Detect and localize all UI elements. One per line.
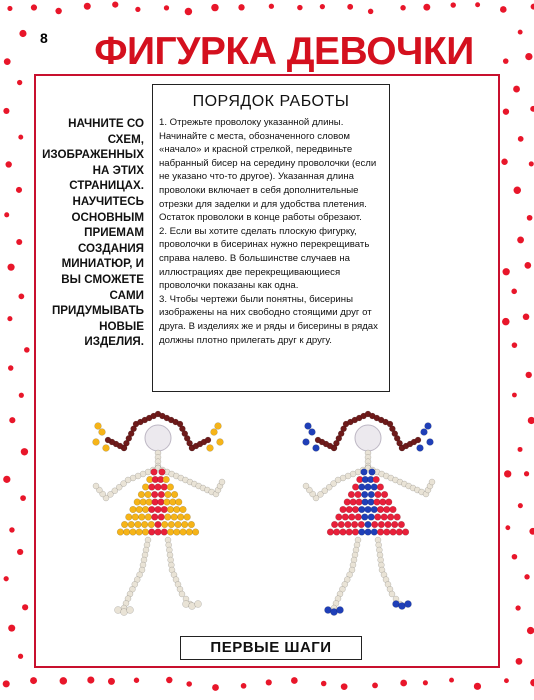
polka-dot [504, 470, 511, 477]
polka-dot [20, 495, 26, 501]
page-header [34, 28, 500, 76]
bead [350, 499, 357, 506]
polka-dot [475, 2, 480, 7]
polka-dot [512, 554, 518, 560]
polka-dot [164, 5, 169, 10]
bead [95, 423, 102, 430]
bead [207, 445, 214, 452]
bead [373, 476, 380, 483]
bead [396, 529, 403, 536]
bead [123, 529, 130, 536]
bead [352, 529, 359, 536]
polka-dot [517, 237, 524, 244]
bead [138, 514, 145, 521]
polka-dot [84, 3, 91, 10]
polka-dot [368, 9, 373, 14]
polka-dot [528, 417, 534, 424]
polka-dot [87, 676, 94, 683]
polka-dot [513, 86, 520, 93]
bead [140, 499, 147, 506]
polka-dot [4, 576, 9, 581]
bead [165, 491, 172, 498]
bead [391, 521, 398, 528]
bead [361, 491, 368, 498]
bead [390, 506, 397, 513]
bead [346, 506, 353, 513]
bead [365, 506, 372, 513]
bead [142, 484, 149, 491]
polka-dot [526, 372, 532, 378]
bead [377, 484, 384, 491]
bead [368, 491, 375, 498]
polka-dot [341, 683, 348, 690]
bead [352, 506, 359, 513]
bead [340, 506, 347, 513]
bead [375, 491, 382, 498]
bead [136, 529, 143, 536]
polka-dot [17, 549, 23, 555]
bead [184, 514, 191, 521]
bead [128, 521, 135, 528]
polka-dot [112, 2, 118, 8]
bead [425, 423, 432, 430]
bead [362, 499, 369, 506]
polka-dot [7, 6, 12, 11]
bead [132, 514, 139, 521]
pearl-head [145, 425, 171, 451]
polka-dot [7, 316, 12, 321]
bead [358, 506, 365, 513]
bead [345, 521, 352, 528]
polka-dot [451, 2, 456, 7]
polka-dot [3, 680, 10, 687]
polka-dot [514, 187, 521, 194]
bead [355, 514, 362, 521]
bead [181, 521, 188, 528]
bead [417, 445, 424, 452]
bead [348, 491, 355, 498]
bead [155, 484, 162, 491]
polka-dot [55, 8, 61, 14]
procedure-box [152, 84, 390, 392]
polka-dot [185, 8, 193, 16]
polka-dot [518, 503, 523, 508]
section-footer-label: ПЕРВЫЕ ШАГИ [180, 636, 362, 660]
procedure-heading: ПОРЯДОК РАБОТЫ [192, 93, 350, 110]
bead [303, 483, 309, 489]
bead [427, 439, 434, 446]
polka-dot [8, 365, 13, 370]
bead [365, 521, 372, 528]
bead [386, 499, 393, 506]
polka-dot [266, 679, 272, 685]
bead [164, 499, 171, 506]
polka-dot [60, 677, 68, 685]
polka-dot [449, 678, 454, 683]
polka-dot [524, 574, 529, 579]
bead [167, 506, 174, 513]
page-number: 8 [40, 30, 48, 46]
bead [369, 469, 376, 476]
bead [355, 491, 362, 498]
bead [161, 529, 168, 536]
bead [93, 483, 99, 489]
polka-dot [8, 625, 15, 632]
beaded-girl-figures [40, 398, 494, 626]
bead [180, 506, 187, 513]
bead [145, 514, 152, 521]
bead [374, 499, 381, 506]
bead [359, 484, 366, 491]
polka-dot [17, 80, 22, 85]
polka-dot [4, 212, 9, 217]
polka-dot [512, 342, 518, 348]
bead [381, 491, 388, 498]
polka-dot [241, 683, 247, 689]
bead [327, 529, 334, 536]
bead [158, 514, 165, 521]
polka-dot [186, 681, 192, 687]
polka-dot [9, 417, 15, 423]
bead [134, 499, 141, 506]
intro-text: НАЧНИТЕ СО СХЕМ, ИЗОБРАЖЕННЫХ НА ЭТИХ СТРАНИЦАХ. НАУЧИТЕСЬ ОСНОВНЫМ ПРИЕМАМ СОЗДАНИЯ МИНИАТЮР, И ВЫ СМОЖЕТЕ САМИ ПРИДУМЫВАТЬ НОВЫЕ ИЗДЕЛИЯ. [42, 117, 144, 349]
bead [152, 499, 159, 506]
polka-dot [529, 161, 534, 166]
polka-dot [134, 678, 139, 683]
polka-dot [16, 187, 22, 193]
bead [383, 506, 390, 513]
bead [415, 437, 421, 443]
bead [305, 423, 312, 430]
bead [146, 499, 153, 506]
polka-dot [372, 682, 378, 688]
polka-dot [269, 4, 274, 9]
polka-dot [166, 677, 172, 683]
bead [342, 514, 349, 521]
bead [163, 476, 170, 483]
polka-dot [503, 58, 509, 64]
bead [142, 529, 149, 536]
bead [159, 469, 166, 476]
bead [138, 491, 145, 498]
bead [352, 484, 359, 491]
bead [105, 437, 111, 443]
polka-dot [3, 108, 9, 114]
bead [173, 506, 180, 513]
bead [103, 445, 110, 452]
polka-dot [18, 293, 24, 299]
bead [158, 491, 165, 498]
polka-dot [30, 677, 37, 684]
beaded-girl-red-blue-image [303, 411, 435, 616]
polka-dot [211, 4, 218, 11]
polka-dot [511, 289, 517, 295]
procedure-step-3: 3. Чтобы чертежи были понятны, бисерины изображены на них свободно стоящими друг от друга. В изделиях же и ряды и бисерины в рядах должны плотно прилегать друг к другу. [159, 293, 378, 346]
bead [188, 521, 195, 528]
polka-dot [531, 4, 534, 10]
bead [215, 423, 222, 430]
bead [141, 521, 148, 528]
bead [148, 506, 155, 513]
polka-dot [18, 135, 23, 140]
bead [135, 521, 142, 528]
bead [142, 506, 149, 513]
bead [309, 429, 316, 436]
polka-dot [321, 681, 327, 687]
bead [151, 491, 158, 498]
polka-dot [297, 5, 302, 10]
bead [371, 506, 378, 513]
bead [331, 521, 338, 528]
bead [130, 529, 137, 536]
bead [384, 529, 391, 536]
polka-dot [530, 106, 534, 112]
bead [168, 521, 175, 528]
polka-dot [518, 136, 524, 142]
bead [175, 521, 182, 528]
bead [358, 521, 365, 528]
bead [344, 499, 351, 506]
polka-dot [212, 684, 219, 691]
polka-dot [19, 30, 26, 37]
bead [171, 514, 178, 521]
bead [313, 445, 320, 452]
bead [361, 469, 368, 476]
bead [315, 437, 321, 443]
polka-dot [503, 268, 510, 275]
bead [336, 514, 343, 521]
bead [99, 429, 106, 436]
bead [394, 514, 401, 521]
bead [149, 484, 156, 491]
bead [380, 499, 387, 506]
polka-dot [4, 58, 11, 65]
bead [174, 529, 181, 536]
polka-dot [525, 53, 532, 60]
bead [164, 514, 171, 521]
polka-dot [516, 658, 523, 665]
bead [158, 499, 165, 506]
bead [303, 439, 310, 446]
bead [378, 521, 385, 528]
bead [217, 439, 224, 446]
polka-dot [527, 627, 534, 634]
bead [161, 506, 168, 513]
polka-dot [400, 680, 407, 687]
bead [180, 529, 187, 536]
polka-dot [524, 262, 531, 269]
polka-dot [515, 605, 520, 610]
bead [337, 607, 344, 614]
bead [205, 437, 211, 443]
bead [148, 529, 155, 536]
polka-dot [503, 108, 509, 114]
bead [176, 499, 183, 506]
bead [381, 514, 388, 521]
bead [179, 591, 185, 597]
bead [338, 521, 345, 528]
bead [186, 529, 193, 536]
bead [365, 484, 372, 491]
polka-dot [523, 313, 530, 320]
bead [390, 529, 397, 536]
bead [126, 514, 133, 521]
bead [211, 429, 218, 436]
bead [421, 429, 428, 436]
bead [195, 601, 202, 608]
polka-dot [524, 471, 529, 476]
bead [170, 499, 177, 506]
polka-dot [19, 393, 24, 398]
polka-dot [21, 448, 28, 455]
polka-dot [16, 239, 22, 245]
bead [117, 529, 124, 536]
polka-dot [400, 5, 405, 10]
bead [148, 521, 155, 528]
polka-dot [31, 4, 37, 10]
bead [155, 529, 162, 536]
pearl-head [355, 425, 381, 451]
bead [167, 529, 174, 536]
bead [402, 529, 409, 536]
polka-dot [529, 528, 534, 535]
bead [167, 484, 174, 491]
bead [177, 514, 184, 521]
polka-dot [527, 215, 533, 221]
bead [151, 469, 158, 476]
bead [136, 506, 143, 513]
polka-dot [238, 4, 244, 10]
bead [155, 506, 162, 513]
polka-dot [530, 679, 534, 686]
bead [387, 514, 394, 521]
bead [374, 514, 381, 521]
bead [371, 529, 378, 536]
polka-dot [501, 159, 507, 165]
bead [127, 607, 134, 614]
polka-dot [5, 161, 11, 167]
bead [161, 484, 168, 491]
bead [377, 529, 384, 536]
page-title: ФИГУРКА ДЕВОЧКИ [94, 30, 474, 73]
bead [405, 601, 412, 608]
bead [368, 514, 375, 521]
bead [365, 529, 372, 536]
bead [371, 484, 378, 491]
bead [161, 521, 168, 528]
polka-dot [423, 680, 428, 685]
bead [130, 506, 137, 513]
bead [389, 591, 395, 597]
polka-dot [135, 7, 140, 12]
bead [385, 521, 392, 528]
polka-dot [18, 654, 23, 659]
beaded-girl-yellow-red-image [93, 411, 225, 616]
bead [348, 514, 355, 521]
procedure-step-2: 2. Если вы хотите сделать плоскую фигурку, проволочки в бисеринах нужно перекрещивать справа налево. В большинстве случаев на иллюстрациях две перекрещивающиеся проволочки показаны как одна. [159, 225, 370, 292]
bead [398, 521, 405, 528]
polka-dot [505, 525, 510, 530]
bead [333, 529, 340, 536]
bead [429, 479, 435, 485]
bead [151, 514, 158, 521]
polka-dot [22, 604, 28, 610]
polka-dot [3, 476, 10, 483]
bead [368, 499, 375, 506]
bead [155, 521, 162, 528]
polka-dot [320, 4, 325, 9]
bead [192, 529, 199, 536]
polka-dot [500, 6, 507, 13]
bead [371, 521, 378, 528]
bead [358, 529, 365, 536]
polka-dot [108, 678, 115, 685]
polka-dot [423, 4, 430, 11]
polka-dot [512, 393, 517, 398]
bead [93, 439, 100, 446]
polka-dot [7, 264, 14, 271]
bead [356, 499, 363, 506]
bead [361, 514, 368, 521]
polka-dot [347, 4, 353, 10]
bead [121, 521, 128, 528]
bead [377, 506, 384, 513]
bead [219, 479, 225, 485]
bead [340, 529, 347, 536]
bead [346, 529, 353, 536]
polka-dot [9, 527, 14, 532]
bead [171, 491, 178, 498]
polka-dot [504, 678, 509, 683]
polka-dot [24, 347, 30, 353]
bead [145, 491, 152, 498]
polka-dot [291, 677, 298, 684]
bead [351, 521, 358, 528]
polka-dot [518, 30, 523, 35]
polka-dot [502, 318, 510, 326]
polka-dot [474, 683, 481, 690]
procedure-step-1: 1. Отрежьте проволоку указанной длины. Начинайте с места, обозначенного словом «начало» и красной стрелкой, передвиньте набранный бисер на середину проволочки (если не указано что-то другое). Указанная длина проволоки включает в себя дополнительные отрезки для заделки и для удобства плетения. Остаток проволоки в конце работы обрезают. [159, 117, 377, 224]
polka-dot [518, 447, 523, 452]
